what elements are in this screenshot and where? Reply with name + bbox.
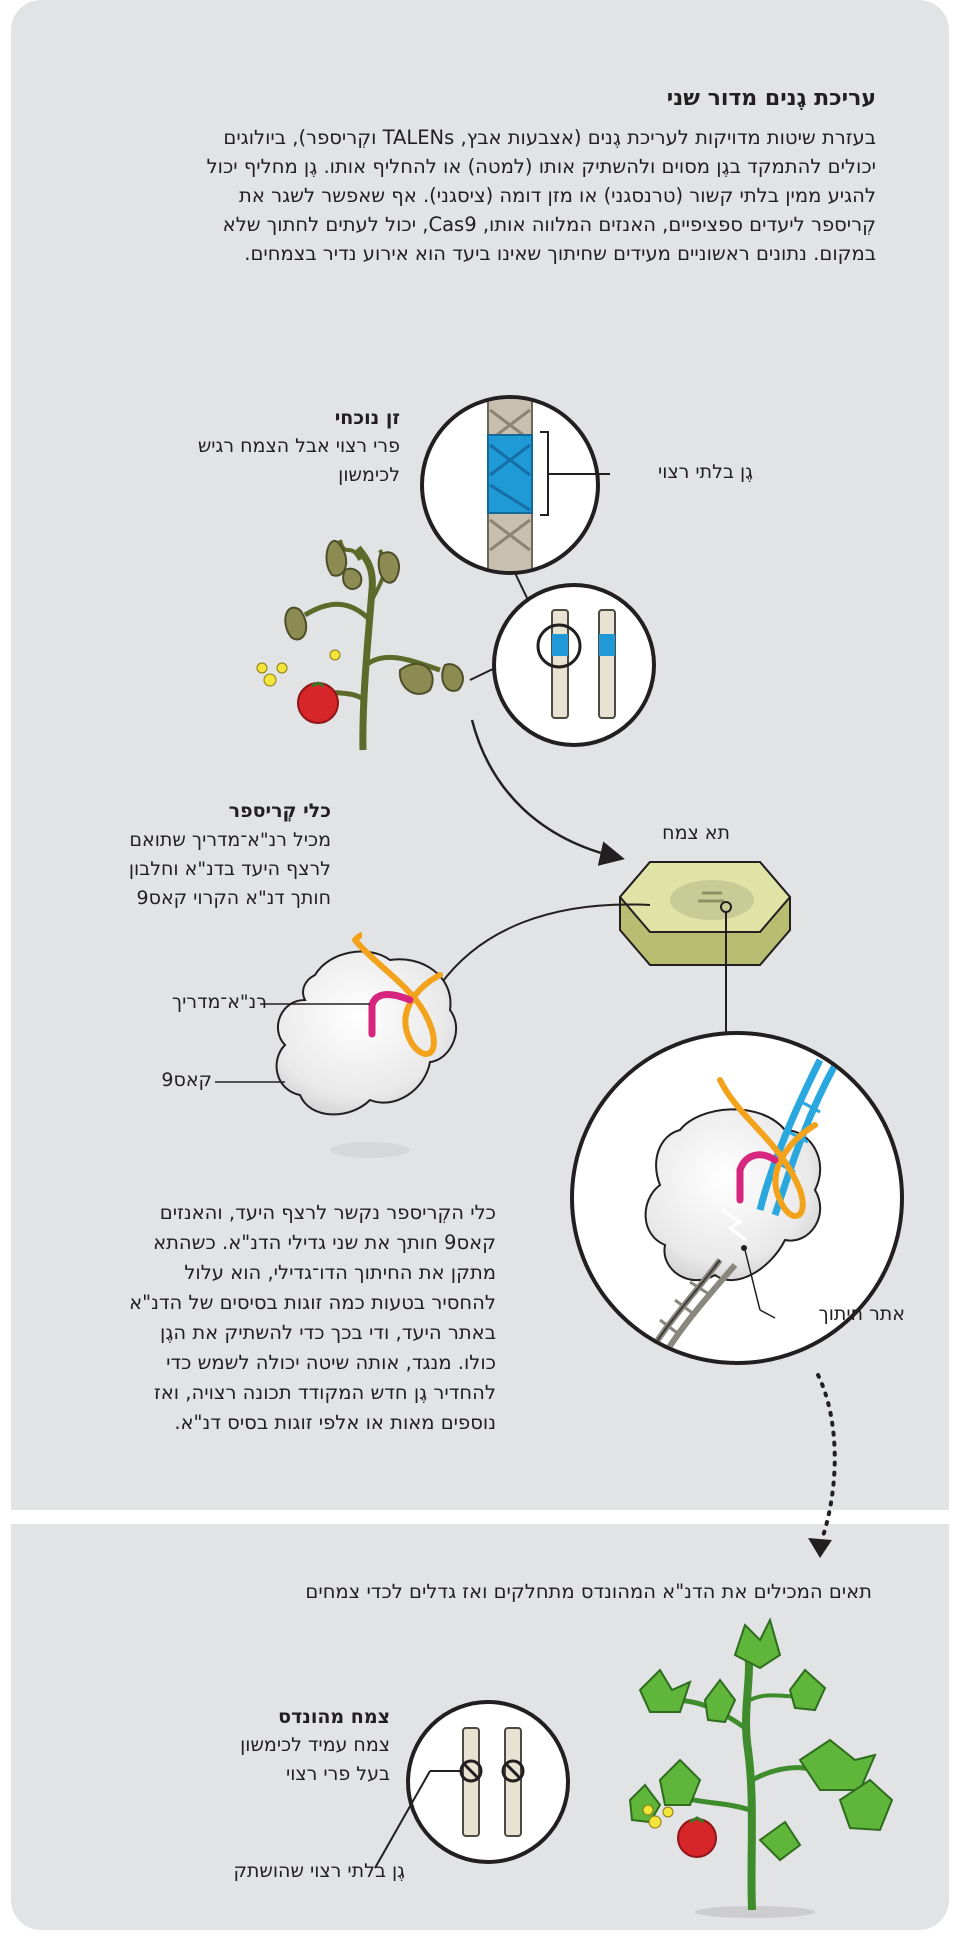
arrow-tool-to-cell bbox=[440, 904, 650, 985]
wilted-tomato-plant bbox=[257, 540, 463, 750]
intro-line: קְריספר ליעדים ספציפיים, האנזים המלווה אותו, Cas9, יכול לעתים לחתוך שלא bbox=[222, 213, 876, 236]
undesired-gene-label: גֶן בלתי רצוי bbox=[657, 461, 753, 483]
process-line: כולו. מנגד, אותה שיטה יכולה לשמש כדי bbox=[166, 1351, 496, 1374]
silenced-gene-label: גֶן בלתי רצוי שהושתק bbox=[233, 1860, 405, 1882]
process-line: כלי הקְריספר נקשר לרצף היעד, והאנזים bbox=[159, 1201, 496, 1224]
intro-line: במקום. נתונים ראשוניים מעידים שחיתוך שאינו ביעד הוא אירוע נדיר בצמחים. bbox=[244, 242, 876, 265]
process-line: להחדיר גֶן חדש המקודד תכונה רצויה, ואז bbox=[153, 1381, 496, 1404]
current-strain-title: זן נוכחי bbox=[334, 407, 400, 429]
intro-line: להגיע ממין בלתי קשור (טרנסגני) או מזן דומה (ציסגני). אף שאפשר לשגר את bbox=[239, 184, 876, 207]
chromosomes-circle bbox=[494, 585, 654, 745]
process-line: באתר היעד, ודי בכך כדי להשתיק את הגֶן bbox=[160, 1321, 496, 1344]
crispr-tool-desc bbox=[129, 826, 331, 913]
plant-cell-label: תא צמח bbox=[662, 822, 730, 844]
engineered-plant-title: צמח מהונדס bbox=[278, 1706, 390, 1728]
current-strain-desc bbox=[198, 432, 400, 490]
desc-line: מכיל רנ"א־מדריך שתואם bbox=[129, 829, 331, 851]
process-line: להחסיר בטעות כמה זוגות בסיסים של הדנ"א bbox=[129, 1291, 496, 1314]
desc-line: לרצף היעד בדנ"א וחלבון bbox=[128, 858, 331, 880]
desc-line: חותך דנ"א הקרוי קאס9 bbox=[136, 887, 331, 909]
engineered-chromosomes-circle bbox=[375, 1702, 568, 1868]
process-line: קאס9 חותך את שני גדילי הדנ"א. כשהתא bbox=[153, 1231, 496, 1254]
intro-line: יכולים להתמקד בגֶן מסוים ולהשתיק אותו (למטה) או להחליף אותו. גֶן מחליף יכול bbox=[206, 155, 876, 178]
cut-site-label: אתר חיתוך bbox=[818, 1303, 905, 1325]
intro-line: בעזרת שיטות מדויקות לעריכת גֶנים (אצבעות אבץ, TALENs וקְריספר), ביולוגים bbox=[223, 126, 876, 149]
process-text bbox=[129, 1198, 496, 1438]
cas9-label: קאס9 bbox=[161, 1069, 212, 1091]
guide-rna-label: רנ"א־מדריך bbox=[171, 991, 267, 1013]
process-line: מתקן את החיתוך הדו־גדילי, הוא עלול bbox=[184, 1261, 496, 1284]
engineered-plant-desc bbox=[240, 1731, 390, 1789]
plant-cell-illustration bbox=[620, 862, 790, 965]
dotted-arrow bbox=[818, 1375, 835, 1545]
process-line: נוספים מאות או אלפי זוגות בסיס דנ"א. bbox=[174, 1411, 496, 1434]
desc-line: לכימשון bbox=[338, 464, 400, 486]
crispr-tool-title: כלי קְריספר bbox=[228, 800, 331, 822]
page-title: עריכת גֶנים מדור שני bbox=[666, 86, 876, 111]
intro-text bbox=[207, 123, 876, 268]
desc-line: פרי רצוי אבל הצמח רגיש bbox=[197, 435, 400, 457]
crispr-tool-illustration bbox=[215, 935, 456, 1158]
chromosome-zoom-circle bbox=[422, 395, 610, 575]
dotted-arrow-head bbox=[808, 1538, 832, 1558]
healthy-tomato-plant bbox=[630, 1620, 892, 1918]
desc-line: צמח עמיד לכימשון bbox=[240, 1734, 390, 1756]
desc-line: בעל פרי רצוי bbox=[285, 1763, 390, 1785]
plant-connector bbox=[470, 668, 495, 680]
bottom-caption: תאים המכילים את הדנ"א המהונדס מתחלקים ואז גדלים לכדי צמחים bbox=[305, 1580, 872, 1603]
